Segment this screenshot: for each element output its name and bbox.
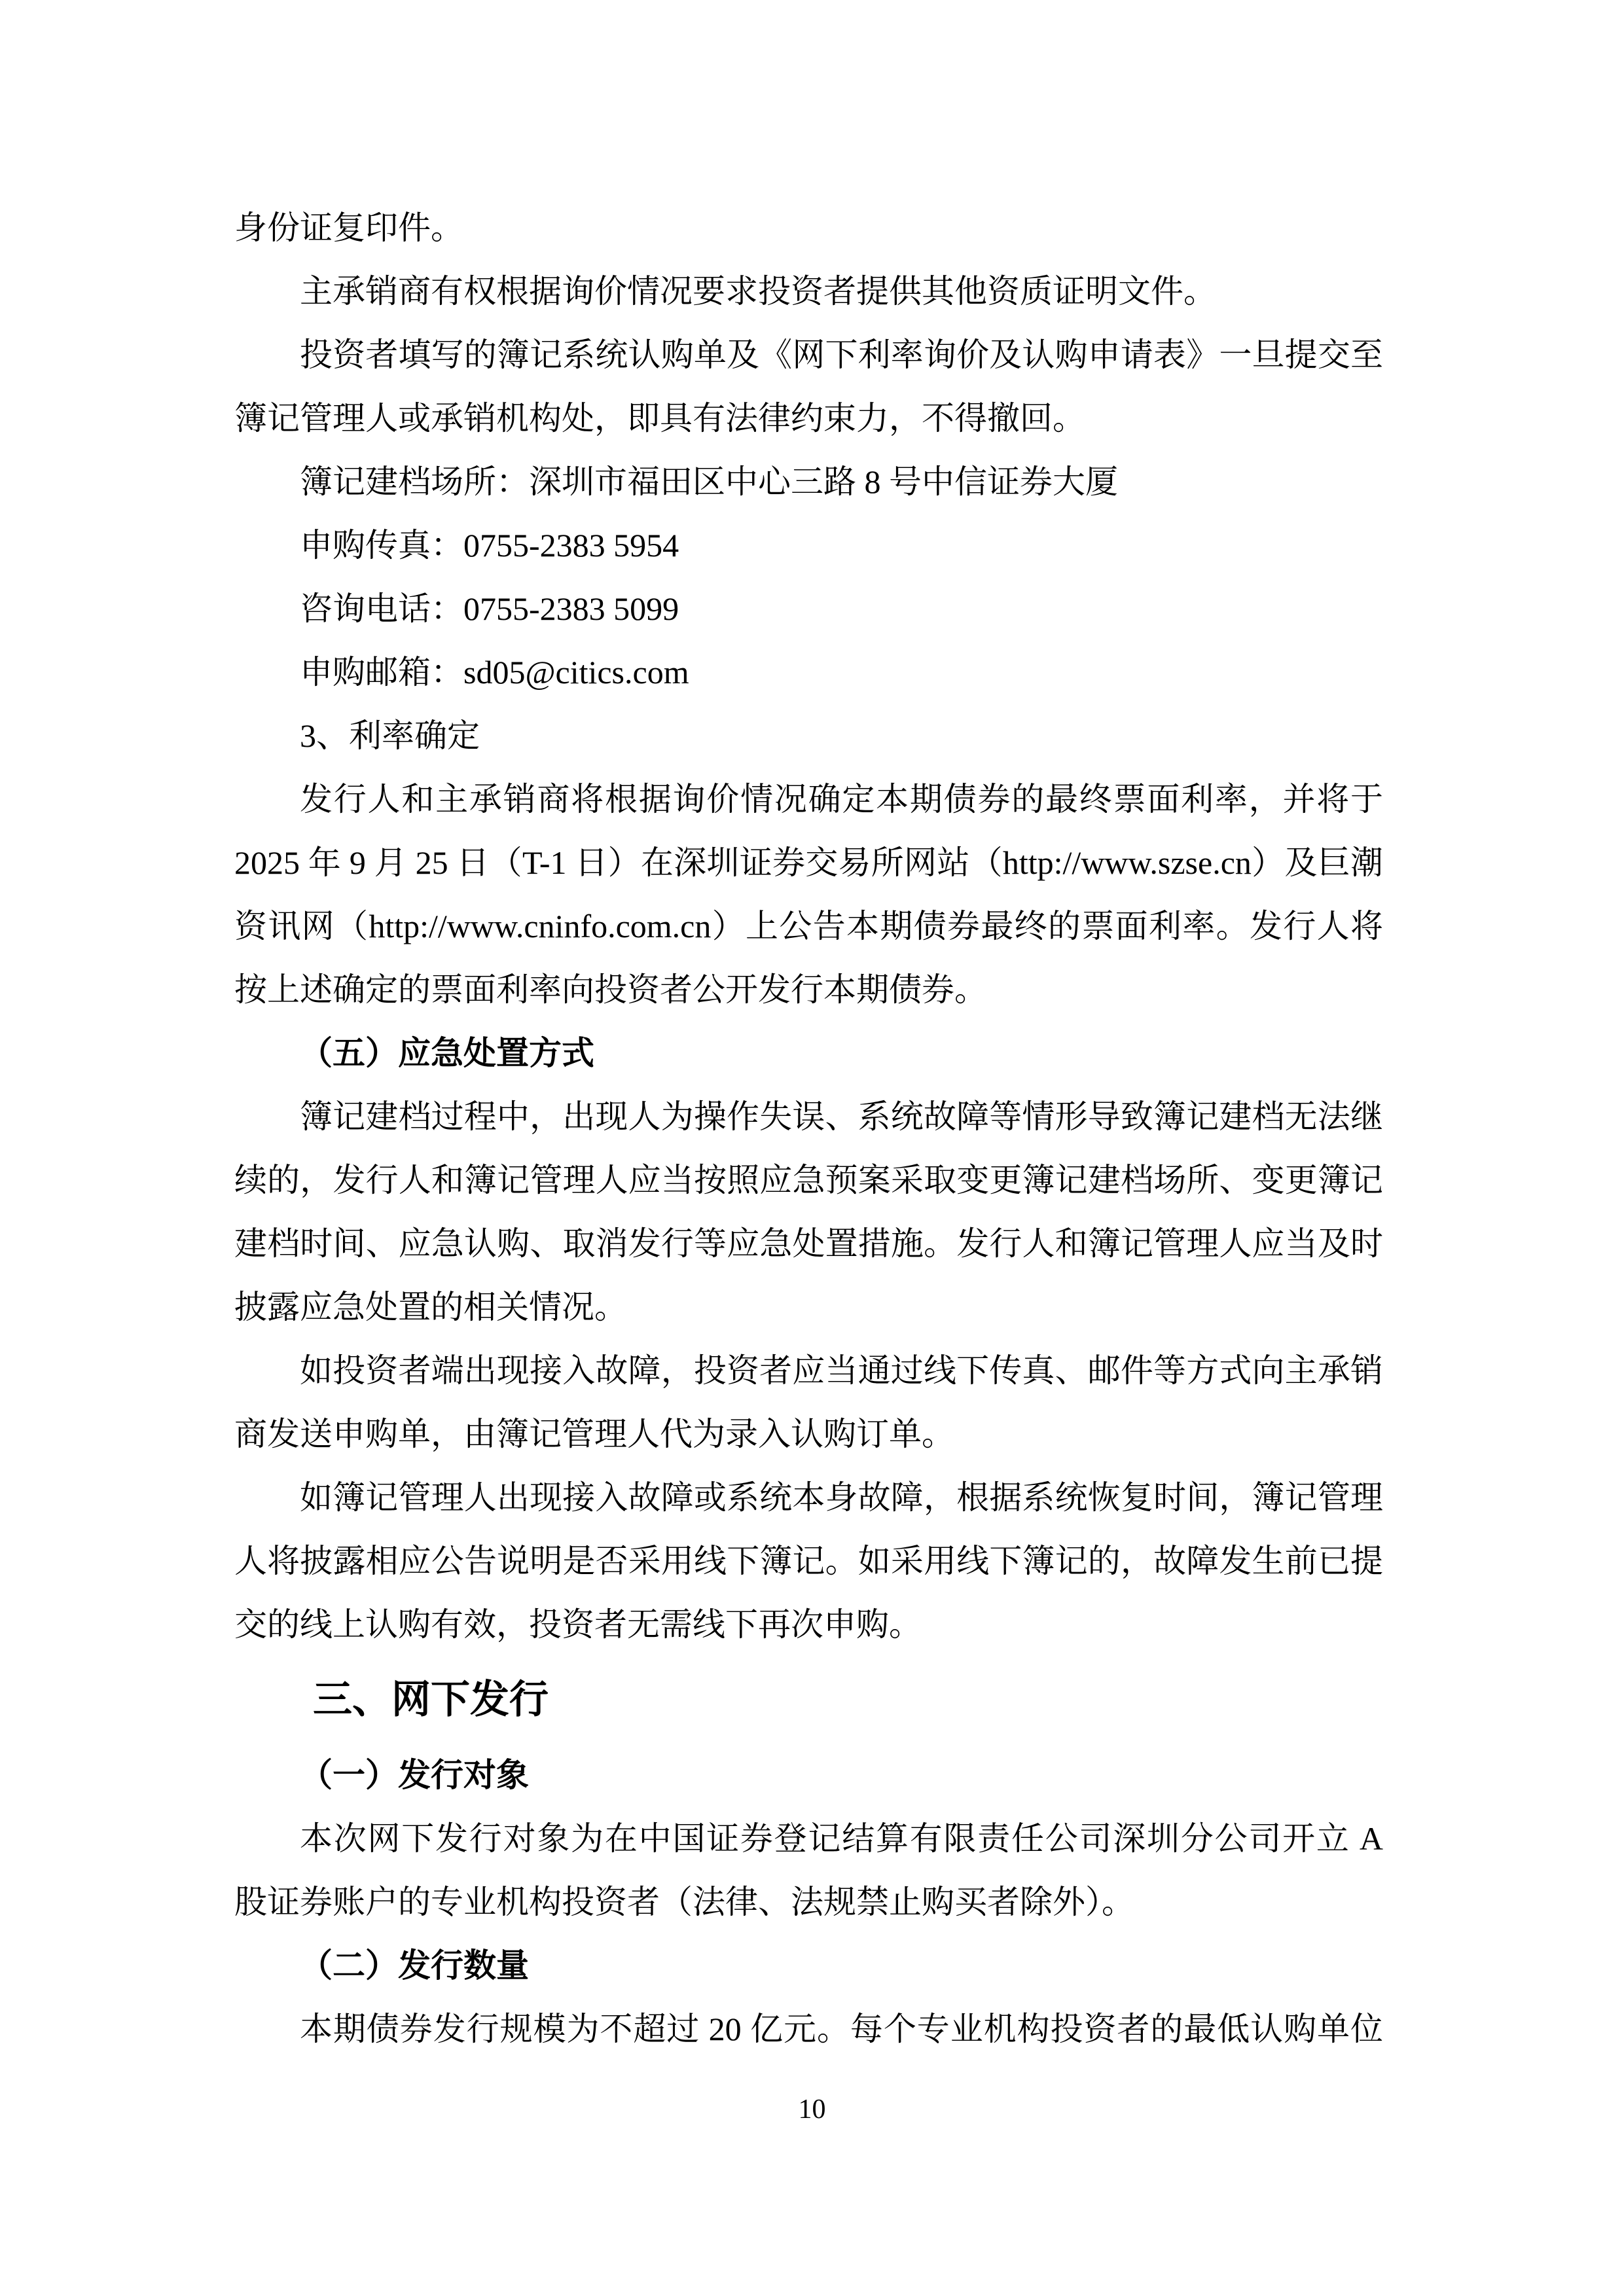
text-line: 披露应急处置的相关情况。 — [234, 1289, 627, 1325]
text-line: 交的线上认购有效，投资者无需线下再次申购。 — [234, 1606, 922, 1643]
text-line: 2025 年 9 月 25 日（T-1 日）在深圳证券交易所网站（http://www.szse.cn）及巨潮 — [234, 844, 1383, 881]
text-line: 身份证复印件。 — [234, 209, 463, 246]
sub-heading: （二）发行数量 — [300, 1947, 529, 1984]
text-line: 主承销商有权根据询价情况要求投资者提供其他资质证明文件。 — [300, 273, 1216, 310]
page-number: 10 — [798, 2094, 826, 2125]
text-line: 咨询电话：0755-2383 5099 — [300, 590, 679, 627]
text-line: 簿记建档过程中，出现人为操作失误、系统故障等情形导致簿记建档无法继 — [300, 1098, 1383, 1135]
text-line: 3、利率确定 — [300, 717, 480, 754]
text-line: 商发送申购单，由簿记管理人代为录入认购订单。 — [234, 1416, 954, 1452]
text-line: 发行人和主承销商将根据询价情况确定本期债券的最终票面利率，并将于 — [300, 781, 1383, 817]
text-line: 簿记管理人或承销机构处，即具有法律约束力，不得撤回。 — [234, 400, 1085, 437]
text-line: 申购传真：0755-2383 5954 — [300, 527, 679, 564]
text-line: 如投资者端出现接入故障，投资者应当通过线下传真、邮件等方式向主承销 — [300, 1352, 1383, 1389]
text-line: 如簿记管理人出现接入故障或系统本身故障，根据系统恢复时间，簿记管理 — [300, 1479, 1383, 1516]
text-line: 人将披露相应公告说明是否采用线下簿记。如采用线下簿记的，故障发生前已提 — [234, 1543, 1383, 1579]
text-line: 投资者填写的簿记系统认购单及《网下利率询价及认购申请表》一旦提交至 — [300, 336, 1383, 373]
sub-heading: （一）发行对象 — [300, 1757, 529, 1793]
text-line: 资讯网（http://www.cninfo.com.cn）上公告本期债券最终的票面利率。发行人将 — [234, 908, 1383, 944]
section-heading: 三、网下发行 — [313, 1678, 549, 1721]
text-column — [234, 196, 1383, 2061]
sub-heading: （五）应急处置方式 — [300, 1035, 594, 1071]
text-line: 按上述确定的票面利率向投资者公开发行本期债券。 — [234, 971, 987, 1008]
text-line: 本次网下发行对象为在中国证券登记结算有限责任公司深圳分公司开立 A — [300, 1820, 1383, 1857]
text-line: 申购邮箱：sd05@citics.com — [300, 654, 689, 691]
text-line: 续的，发行人和簿记管理人应当按照应急预案采取变更簿记建档场所、变更簿记 — [234, 1162, 1383, 1198]
text-line: 簿记建档场所：深圳市福田区中心三路 8 号中信证券大厦 — [300, 463, 1118, 500]
text-line: 本期债券发行规模为不超过 20 亿元。每个专业机构投资者的最低认购单位 — [300, 2011, 1383, 2047]
text-line: 建档时间、应急认购、取消发行等应急处置措施。发行人和簿记管理人应当及时 — [234, 1225, 1383, 1262]
text-line: 股证券账户的专业机构投资者（法律、法规禁止购买者除外）。 — [234, 1884, 1134, 1920]
